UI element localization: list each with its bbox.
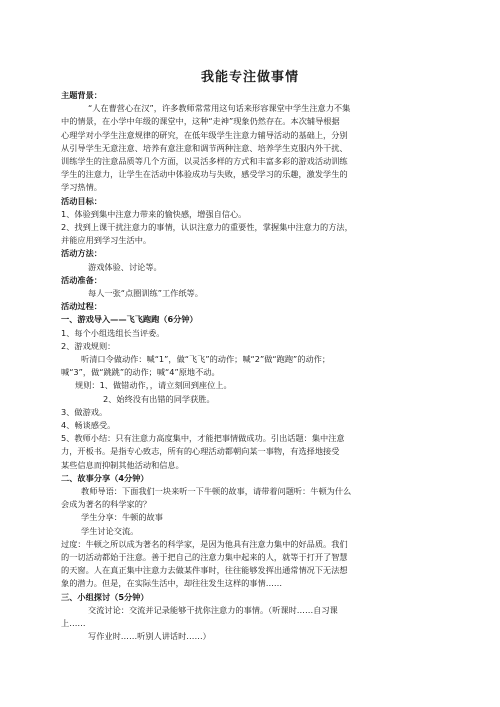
- text-line: 学生的注意力，让学生在活动中体验成功与失败，感受学习的乐趣，激发学生的: [61, 169, 348, 180]
- text-line: 2、找到上课干扰注意力的事情，认识注意力的重要性，掌握集中注意力的方法，: [61, 222, 353, 232]
- text-line: 5、教师小结：只有注意力高度集中，才能把事情做成功。引出话题：集中注意: [61, 433, 345, 444]
- text-line: 的天窗。人在真正集中注意力去做某件事时，往往能够发挥出通常情况下无法想: [61, 565, 348, 576]
- text-line: 3、做游戏。: [61, 406, 108, 417]
- text-line: 象的潜力。但是，在实际生活中，却往往发生这样的事情……: [61, 578, 283, 589]
- section-heading: 活动目标：: [61, 195, 102, 206]
- text-line: 学生讨论交流。: [81, 525, 139, 536]
- text-line: 上……: [61, 618, 86, 628]
- text-line: 中的情景，在小学中年级的课堂中，这种“走神”现象仍然存在。本次辅导根据: [61, 116, 340, 127]
- text-line: 喊“3”，做“跳跳”的动作；喊“4”原地不动。: [61, 367, 220, 378]
- section-heading: 活动过程：: [61, 301, 102, 312]
- text-line: 训练学生的注意品质等几个方面，以灵活多样的方式和丰富多彩的游戏活动训练: [61, 156, 348, 166]
- text-line: 4、畅谈感受。: [61, 420, 116, 430]
- text-line: 2、始终没有出错的同学获胜。: [103, 393, 215, 404]
- text-line: 1、每个小组选组长当评委。: [61, 327, 165, 338]
- document-title: 我能专注做事情: [200, 70, 299, 85]
- section-heading: 活动准备：: [61, 274, 102, 285]
- text-line: 教师导语：下面我们一块来听一下牛顿的故事，请带着问题听：牛顿为什么: [81, 486, 352, 496]
- text-line: 某些信息而抑制其他活动和信息。: [61, 459, 184, 470]
- text-line: 心理学对小学生注意规律的研究，在低年级学生注意力辅导活动的基础上，分别: [61, 129, 348, 140]
- text-line: 游戏体验、讨论等。: [88, 261, 162, 272]
- text-line: 学生分享：牛顿的故事: [81, 512, 163, 523]
- text-line: 并能应用到学习生活中。: [61, 235, 152, 246]
- text-line: 1、体验到集中注意力带来的愉快感，增强自信心。: [61, 208, 247, 219]
- section-heading: 主题背景：: [61, 90, 102, 100]
- section-heading: 三、小组探讨（5分钟）: [61, 591, 149, 602]
- text-line: 学习热情。: [61, 182, 102, 193]
- text-line: “人在曹营心在汉”，许多教师常常用这句话来形容课堂中学生注意力不集: [88, 103, 351, 114]
- text-line: 交流讨论：交流并记录能够干扰你注意力的事情。（听课时……自习课: [88, 604, 338, 615]
- text-line: 规则：1、做错动作，，请立刻回到座位上。: [75, 380, 232, 391]
- section-heading: 活动方法：: [61, 248, 102, 259]
- text-line: 从引导学生无意注意、培养有意注意和调节两种注意、培养学生克服内外干扰、: [61, 142, 348, 153]
- text-line: 过度：牛顿之所以成为著名的科学家，是因为他具有注意力集中的好品质。我们: [61, 538, 348, 549]
- text-line: 力，开板书。是指专心致志，所有的心理活动都朝向某一事物，有选择地接受: [61, 446, 340, 457]
- text-line: 会成为著名的科学家的？: [61, 499, 152, 510]
- text-line: 听清口令做动作：喊“1”，做“飞飞”的动作；喊“2”做“跑跑”的动作；: [81, 354, 331, 364]
- text-line: 写作业时……听别人讲话时……）: [88, 631, 211, 642]
- text-line: 每人一张“点圈训练”工作纸等。: [88, 288, 203, 298]
- section-heading: 二、故事分享（4分钟）: [61, 472, 149, 483]
- section-heading: 一、游戏导入——飞飞跑跑（6分钟）: [61, 314, 198, 325]
- text-line: 2、游戏规则：: [61, 340, 116, 351]
- text-line: 的一切活动都始于注意。善于把自己的注意力集中起来的人，就等于打开了智慧: [61, 552, 348, 562]
